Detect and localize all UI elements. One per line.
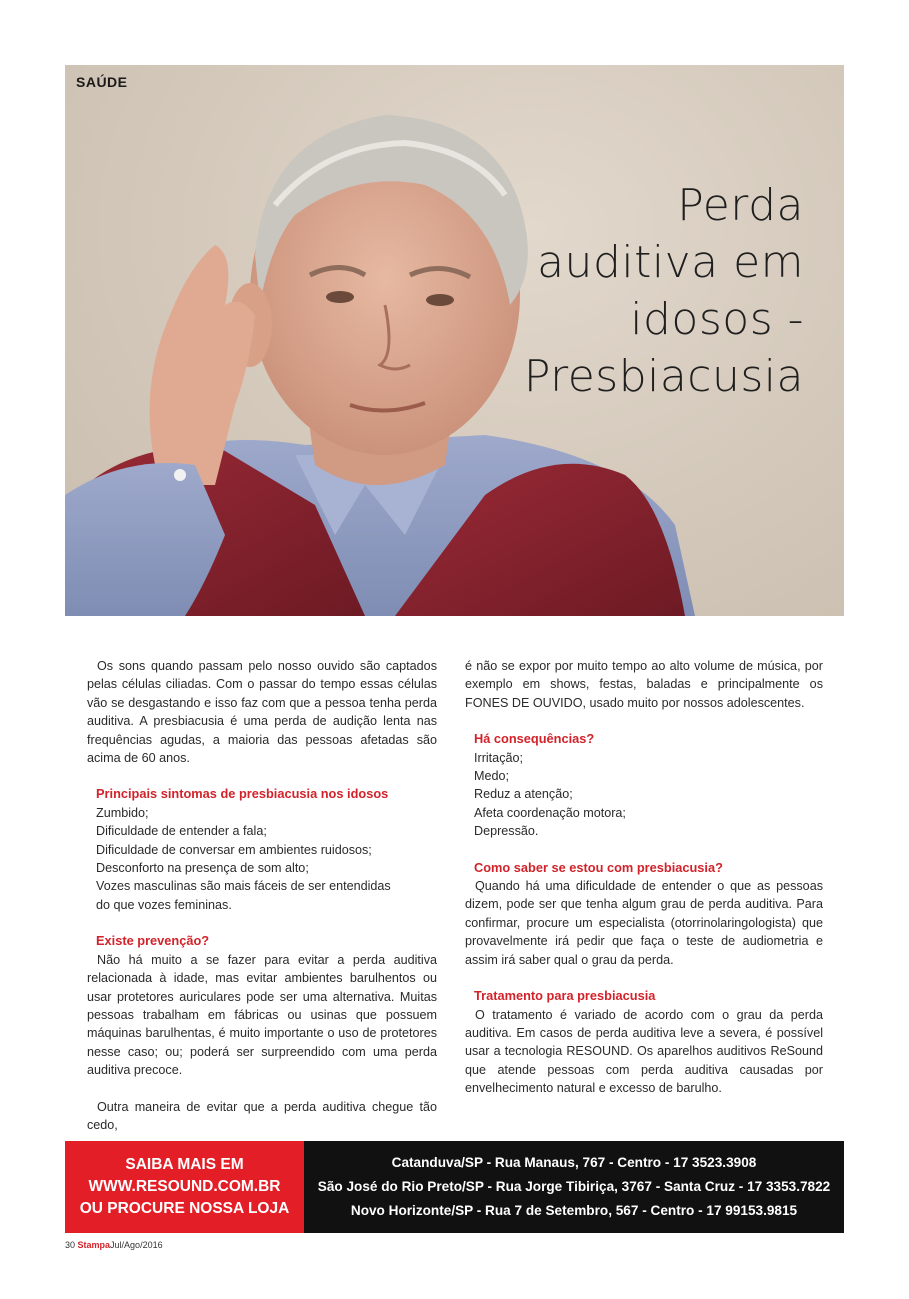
cta-line: OU PROCURE NOSSA LOJA [79, 1200, 290, 1217]
prevention-paragraph-continued: Outra maneira de evitar que a perda auditiva chegue tão cedo, [87, 1099, 437, 1132]
headline-line: idosos - [630, 294, 804, 345]
list-item: Depressão. [474, 824, 539, 839]
intro-paragraph: Os sons quando passam pelo nosso ouvido são captados pelas células ciliadas. Com o passar do tempo essas células vão se desgastando e isso faz com que a pessoa tenha perda auditiva. A presbiacusia é uma perda de audição lenta nas frequências agudas, a maioria das pessoas afetadas são acima de 60 anos. [87, 659, 437, 766]
store-list-banner [304, 1141, 844, 1233]
store-address: Novo Horizonte/SP - Rua 7 de Setembro, 567 - Centro - 17 99153.9815 [350, 1203, 798, 1218]
symptoms-heading: Principais sintomas de presbiacusia nos idosos [96, 786, 389, 802]
issue-date: Jul/Ago/2016 [110, 1240, 163, 1250]
list-item: Reduz a atenção; [474, 787, 573, 802]
headline-line: Perda [677, 180, 804, 231]
continuation-paragraph: é não se expor por muito tempo ao alto volume de música, por exemplo em shows, festas, baladas e principalmente os FONES DE OUVIDO, usado muito por nossos adolescentes. [465, 659, 823, 710]
list-item: Dificuldade de conversar em ambientes ruidosos; [96, 842, 372, 857]
list-item: Irritação; [474, 750, 523, 765]
page-folio [65, 1240, 163, 1250]
diagnosis-paragraph: Quando há uma dificuldade de entender o que as pessoas dizem, pode ser que tenha algum grau de perda auditiva. Para confirmar, procure um especialista (otorrinolaringologista) que provavelmente irá pedir que faça o teste de audiometria e assim irá saber qual o grau da perda. [465, 879, 823, 967]
page-number: 30 [65, 1240, 76, 1250]
magazine-brand: Stampa [77, 1240, 111, 1250]
cta-banner [65, 1141, 304, 1233]
headline-line: auditiva em [537, 237, 804, 288]
store-address: Catanduva/SP - Rua Manaus, 767 - Centro - 17 3523.3908 [391, 1155, 757, 1170]
consequences-list [474, 749, 823, 841]
list-item: do que vozes femininas. [96, 897, 232, 912]
treatment-paragraph: O tratamento é variado de acordo com o grau da perda auditiva. Em casos de perda auditiva leve a severa, é possível usar a tecnologia RESOUND. Os aparelhos auditivos ReSound que atende pessoas com perda auditiva causadas por envelhecimento natural e excesso de barulho. [465, 1007, 823, 1096]
treatment-heading: Tratamento para presbiacusia [474, 988, 656, 1004]
diagnosis-heading: Como saber se estou com presbiacusia? [474, 859, 723, 875]
list-item: Vozes masculinas são mais fáceis de ser entendidas [96, 879, 391, 894]
list-item: Zumbido; [96, 805, 149, 820]
cta-website-link[interactable]: WWW.RESOUND.COM.BR [88, 1178, 281, 1195]
prevention-paragraph: Não há muito a se fazer para evitar a perda auditiva relacionada à idade, mas evitar ambientes barulhentos ou usar protetores auriculares pode ser uma alternativa. Muitas pessoas trabalham em fábricas ou usinas que possuem máquinas barulhentas, é muito importante o uso de protetores nesse caso; ou; poderá ser surpreendido com uma perda auditiva precoce. [87, 952, 437, 1078]
list-item: Medo; [474, 769, 510, 784]
store-address: São José do Rio Preto/SP - Rua Jorge Tibiriça, 3767 - Santa Cruz - 17 3353.7822 [317, 1179, 831, 1194]
left-column [87, 657, 437, 1134]
section-label: SAÚDE [76, 74, 128, 90]
list-item: Dificuldade de entender a fala; [96, 824, 267, 839]
right-column [465, 657, 823, 1098]
cta-line: SAIBA MAIS EM [125, 1156, 244, 1173]
consequences-heading: Há consequências? [474, 731, 595, 747]
hero-photo-area [65, 65, 844, 616]
list-item: Desconforto na presença de som alto; [96, 861, 309, 876]
prevention-heading: Existe prevenção? [96, 933, 210, 949]
list-item: Afeta coordenação motora; [474, 805, 626, 820]
headline-line: Presbiacusia [523, 351, 804, 402]
symptoms-list [96, 804, 437, 914]
article-headline [464, 177, 804, 405]
